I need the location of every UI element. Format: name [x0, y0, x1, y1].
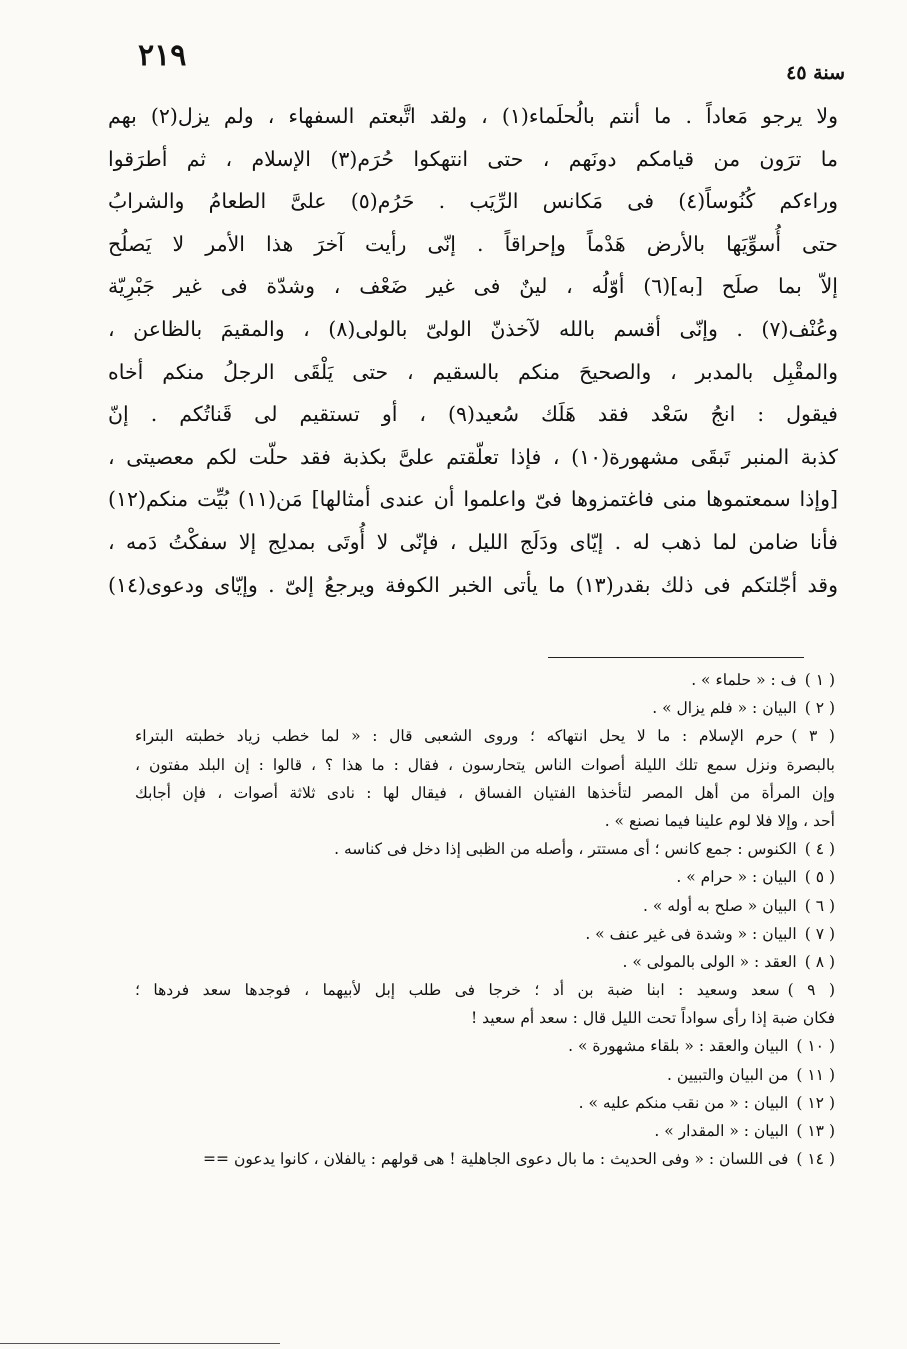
footnote-line: [135, 722, 835, 750]
footnote-number: ( ٢ ): [804, 699, 835, 718]
footnote-text: البيان والعقد : « بلقاء مشهورة » .: [568, 1037, 789, 1056]
body-line: ما ترَون من قيامكم دونَهم ، حتى انتهكوا حُرَم(٣) الإسلام ، ثم أطرَقوا: [108, 146, 838, 171]
footnote-text: وإن المرأة من أهل المصر لتأخذها الفتيان الفساق ، فيقال لها : نادى ثلاثة أصوات ، فإن أجابك: [135, 783, 835, 802]
footnote-line: [135, 1061, 835, 1089]
footnote-text: فكان ضبة إذا رأى سواداً تحت الليل قال : سعد أم سعيد !: [470, 1009, 835, 1028]
footnote-text: البيان : « المقدار » .: [654, 1122, 789, 1140]
footnote-number: ( ١٠ ): [796, 1037, 835, 1056]
footnote-text: فى اللسان : « وفى الحديث : ما بال دعوى الجاهلية ! هى قولهم : يالفلان ، كانوا يدعون ==: [203, 1150, 789, 1169]
footnote-line: [135, 807, 835, 835]
footnote-line: [135, 666, 835, 694]
footnote-text: الكنوس : جمع كانس ؛ أى مستتر ، وأصله من الظبى إذا دخل فى كناسه .: [334, 840, 797, 859]
footnote-number: ( ١٤ ): [796, 1150, 835, 1169]
footnote-line: [135, 751, 835, 779]
footnote-text: العقد : « الولى بالمولى » .: [622, 952, 797, 971]
footnote-line: [135, 863, 835, 891]
footnote-line: [135, 1117, 835, 1145]
body-line: والمقْبِل بالمدبر ، والصحيحَ منكم بالسقيم ، حتى يَلْقَى الرجلُ منكم أخاه: [108, 359, 838, 384]
footnote-text: أحد ، وإلا فلا لوم علينا فيما نصنع » .: [604, 811, 835, 830]
footnote-number: ( ٤ ): [804, 840, 835, 859]
body-line: فيقول : انجُ سَعْد فقد هَلَك سُعيد(٩) ، أو تستقيم لى قَناتُكم . إنّ: [108, 402, 838, 427]
footnote-text: البيان : « فلم يزال » .: [652, 699, 797, 718]
footnote-number: ( ١١ ): [796, 1065, 835, 1084]
footnote-number: ( ٨ ): [804, 952, 835, 971]
footnote-number: ( ٥ ): [804, 868, 835, 887]
footnote-number: ( ٦ ): [804, 896, 835, 915]
footnote-text: بالبصرة ونزل سمع تلك الليلة أصوات الناس يتحارسون ، فقال : ما هذا ؟ ، قالوا : إن البلد مفتون ،: [135, 755, 835, 774]
footnote-text: البيان : « حرام » .: [676, 868, 797, 887]
footnote-number: ( ١٢ ): [796, 1093, 835, 1112]
footnote-line: [135, 694, 835, 722]
footnote-line: [135, 1032, 835, 1060]
footnote-text: ف : « حلماء » .: [691, 671, 797, 689]
footnote-line: [135, 1004, 835, 1032]
body-line: وعُنْف(٧) . وإنّى أقسم بالله لآخذنّ الولىّ بالولى(٨) ، والمقيمَ بالظاعن ،: [108, 316, 838, 341]
footnote-text: البيان : « وشدة فى غير عنف » .: [585, 924, 797, 943]
footnote-line: [135, 920, 835, 948]
body-line: وراءكم كُنُوساً(٤) فى مَكانس الرِّيَب . حَرُم(٥) علىَّ الطعامُ والشرابُ: [108, 189, 838, 214]
body-line: إلاّ بما صلَح [به](٦) أوّلُه ، لينٌ فى غير ضَعْف ، وشدّة فى غير جَبْرِيّة: [108, 274, 838, 299]
body-line: حتى أُسوِّيَها بالأرض هَدْماً وإحراقاً . إنّى رأيت آخرَ هذا الأمر لا يَصلُح: [108, 231, 838, 256]
body-line: فأنا ضامن لما ذهب له . إيّاى ودَلَج الليل ، فإنّى لا أُوتَى بمدلِج إلا سفكْتُ دَمه ،: [108, 529, 838, 554]
footnote-line: [135, 948, 835, 976]
footnotes: [135, 666, 835, 1173]
page-bottom-line: [0, 1343, 280, 1344]
footnote-line: [135, 1089, 835, 1117]
footnote-line: [135, 1145, 835, 1173]
footnote-text: سعد وسعيد : ابنا ضبة بن أد ؛ خرجا فى طلب إبل لأبيهما ، فوجدها سعد فردها ؛: [135, 981, 780, 1000]
body-line: وقد أجّلتكم فى ذلك بقدر(١٣) ما يأتى الخبر الكوفة ويرجعُ إلىّ . وإيّاى ودعوى(١٤): [108, 572, 838, 597]
body-line: كذبة المنبر تَبقَى مشهورة(١٠) ، فإذا تعلّقتم علىَّ بكذبة فقد حلّت لكم معصيتى ،: [108, 444, 838, 469]
footnote-number: ( ١ ): [804, 671, 835, 689]
footnote-number: ( ٩ ): [787, 981, 835, 1000]
body-line: ولا يرجو مَعاداً . ما أنتم بالُحلَماء(١) ، ولقد اتَّبعتم السفهاء ، ولم يزل(٢) بهم: [108, 104, 838, 128]
footnote-line: [135, 835, 835, 863]
footnote-text: حرم الإسلام : ما لا يحل انتهاكه ؛ وروى الشعبى قال : « لما خطب زياد خطبته البتراء: [135, 727, 784, 746]
body-line: [وإذا سمعتموها منى فاغتمزوها فىّ واعلموا أن عندى أمثالها] مَن(١١) بُيِّت منكم(١٢): [108, 487, 838, 512]
footnote-line: [135, 779, 835, 807]
page-number: ٢١٩: [138, 38, 187, 73]
footnote-line: [135, 976, 835, 1004]
footnote-number: ( ٧ ): [804, 924, 835, 943]
footnote-number: ( ٣ ): [791, 727, 835, 746]
main-text: [108, 95, 838, 606]
footnote-text: من البيان والتبيين .: [667, 1065, 789, 1084]
footnote-text: البيان : « من نقب منكم عليه » .: [578, 1093, 789, 1112]
footnote-line: [135, 892, 835, 920]
footnote-number: ( ١٣ ): [796, 1122, 835, 1140]
footnote-text: البيان « صلح به أوله » .: [643, 896, 797, 915]
running-header-year: سنة ٤٥: [786, 62, 845, 84]
footnote-separator: [548, 657, 804, 658]
